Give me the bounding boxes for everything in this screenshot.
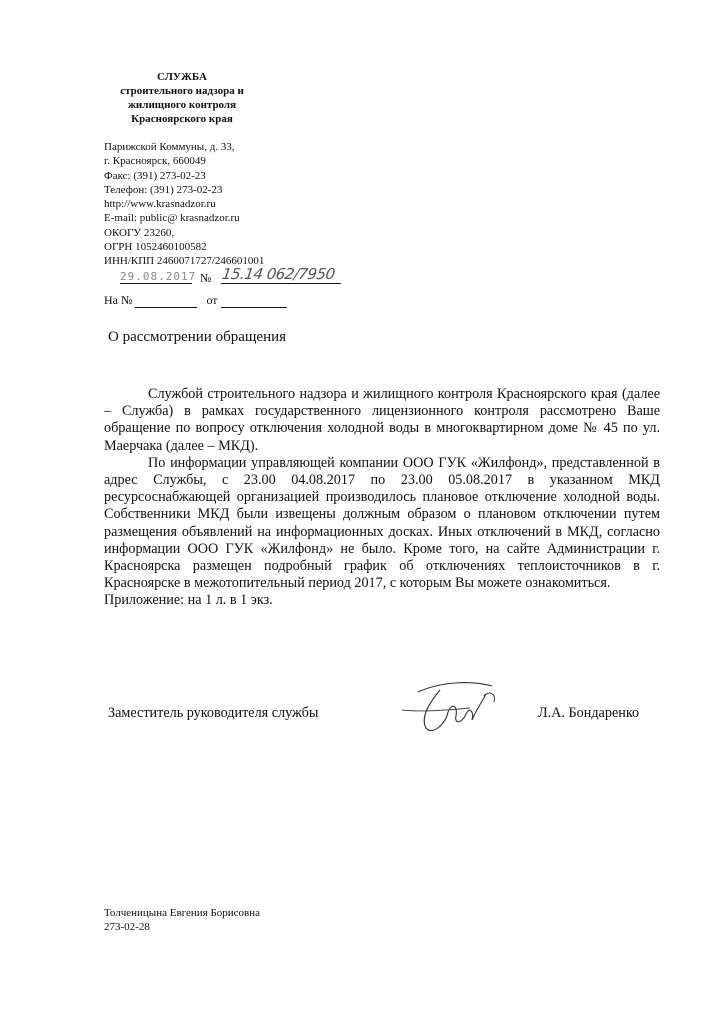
letter-subject: О рассмотрении обращения xyxy=(108,329,287,345)
body-paragraph: Службой строительного надзора и жилищного контроля Красноярского края (далее – Служба) в рамках государственного лицензионного контроля рассмотрено Ваше обращение по вопросу отключения холодной воды в многоквартирном доме № 45 по ул. Маерчака (далее – МКД). xyxy=(104,386,660,454)
reply-to-label: На № xyxy=(104,293,133,307)
number-label: № xyxy=(200,271,212,285)
date-stamp: 29.08.2017 xyxy=(120,270,197,283)
contact-website: http://www.krasnadzor.ru xyxy=(104,198,216,211)
org-line: СЛУЖБА xyxy=(157,71,207,83)
executor-name: Толченицына Евгения Борисовна xyxy=(104,907,261,919)
executor-info xyxy=(104,906,260,934)
signer-name: Л.А. Бондаренко xyxy=(538,705,640,721)
outgoing-reference xyxy=(104,265,344,290)
contact-fax: Факс: (391) 273-02-23 xyxy=(104,169,206,182)
org-line: Красноярского края xyxy=(131,113,233,125)
contact-inn-kpp: ИНН/КПП 2460071727/246601001 xyxy=(104,255,265,268)
handwritten-signature xyxy=(400,672,520,742)
org-header xyxy=(92,70,272,126)
body-paragraph: По информации управляющей компании ООО ГУК «Жилфонд», представленной в адрес Службы, с 23.00 04.08.2017 по 23.00 05.08.2017 в указанном МКД ресурсоснабжающей организацией производилось плановое отключение холодной воды. Собственники МКД были извещены должным образом о плановом отключении путем размещения объявлений на информационных досках. Иных отключений в МКД, согласно информации ООО ГУК «Жилфонд» не было. Кроме того, на сайте Администрации г. Красноярска размещен подробный график об отключениях теплоисточников в г. Красноярске в межотопительный период 2017, с которым Вы можете ознакомиться. xyxy=(104,454,660,592)
handwritten-number: 15.14 062/7950 xyxy=(221,265,344,284)
letter-body xyxy=(104,386,660,610)
org-line: жилищного контроля xyxy=(127,99,237,111)
contact-phone: Телефон: (391) 273-02-23 xyxy=(104,183,223,196)
reply-to-reference xyxy=(104,293,287,308)
attachment-note: Приложение: на 1 л. в 1 экз. xyxy=(104,592,273,609)
reply-to-number-line xyxy=(135,295,197,308)
org-contacts xyxy=(104,140,264,269)
contact-okogu: ОКОГУ 23260, xyxy=(104,226,175,239)
executor-phone: 273-02-28 xyxy=(104,921,150,933)
contact-ogrn: ОГРН 1052460100582 xyxy=(104,241,207,254)
reply-to-date-line xyxy=(221,295,287,308)
signer-position: Заместитель руководителя службы xyxy=(108,705,319,721)
org-line: строительного надзора и xyxy=(120,85,244,97)
contact-address: Парижской Коммуны, д. 33, xyxy=(104,141,235,153)
contact-email: E-mail: public@ krasnadzor.ru xyxy=(104,212,240,225)
from-label: от xyxy=(206,293,218,307)
contact-city: г. Красноярск, 660049 xyxy=(104,155,206,168)
